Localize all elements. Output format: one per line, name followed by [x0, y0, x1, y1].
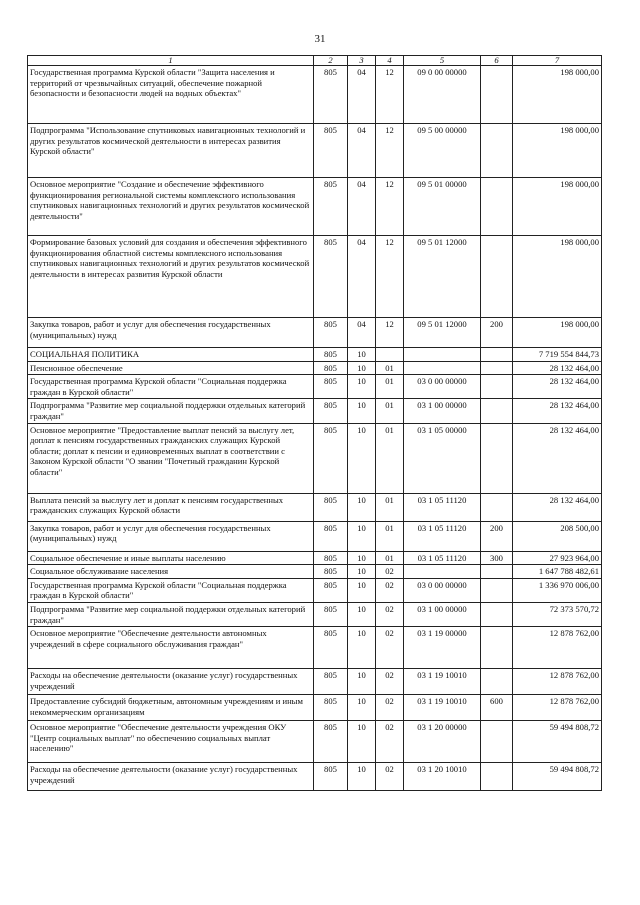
table-row: [28, 493, 602, 521]
row-section: 10: [348, 721, 376, 763]
row-name: Расходы на обеспечение деятельности (оказание услуг) государственных учреждений: [28, 669, 314, 695]
row-name: Расходы на обеспечение деятельности (оказание услуг) государственных учреждений: [28, 763, 314, 791]
row-subsection: 12: [376, 66, 404, 124]
row-section: 10: [348, 348, 376, 362]
table-row: [28, 66, 602, 124]
table-row: [28, 318, 602, 348]
table-row: [28, 578, 602, 602]
row-subsection: 12: [376, 318, 404, 348]
row-amount: 59 494 808,72: [513, 721, 602, 763]
row-section: 10: [348, 551, 376, 565]
row-name: Основное мероприятие "Создание и обеспечение эффективного функционирования региональной системы комплексного использования спутниковых навигационных технологий и других результатов космической деятельности": [28, 178, 314, 236]
row-section: 04: [348, 178, 376, 236]
row-admin-code: 805: [314, 521, 348, 551]
row-subsection: 12: [376, 178, 404, 236]
header-cell: 5: [404, 56, 481, 66]
row-subsection: 02: [376, 602, 404, 626]
row-admin-code: 805: [314, 669, 348, 695]
row-section: 10: [348, 763, 376, 791]
row-admin-code: 805: [314, 763, 348, 791]
row-expense-type: [481, 399, 513, 423]
row-admin-code: 805: [314, 602, 348, 626]
row-subsection: 12: [376, 124, 404, 178]
row-admin-code: 805: [314, 375, 348, 399]
row-admin-code: 805: [314, 565, 348, 579]
row-subsection: 02: [376, 627, 404, 669]
table-row: [28, 361, 602, 375]
row-target-article: 03 1 05 00000: [404, 423, 481, 493]
row-name: СОЦИАЛЬНАЯ ПОЛИТИКА: [28, 348, 314, 362]
row-section: 04: [348, 124, 376, 178]
row-expense-type: [481, 602, 513, 626]
row-admin-code: 805: [314, 361, 348, 375]
table-row: [28, 399, 602, 423]
row-subsection: 02: [376, 578, 404, 602]
table-row: [28, 521, 602, 551]
row-name: Основное мероприятие "Обеспечение деятельности автономных учреждений в сфере социального обслуживания граждан": [28, 627, 314, 669]
row-amount: 59 494 808,72: [513, 763, 602, 791]
row-name: Пенсионное обеспечение: [28, 361, 314, 375]
row-expense-type: [481, 627, 513, 669]
header-row: [28, 56, 602, 66]
row-admin-code: 805: [314, 695, 348, 721]
row-target-article: 09 5 01 00000: [404, 178, 481, 236]
row-subsection: 02: [376, 669, 404, 695]
row-section: 10: [348, 399, 376, 423]
row-expense-type: [481, 66, 513, 124]
row-target-article: 09 0 00 00000: [404, 66, 481, 124]
row-section: 04: [348, 236, 376, 318]
row-name: Закупка товаров, работ и услуг для обеспечения государственных (муниципальных) нужд: [28, 318, 314, 348]
row-target-article: 03 1 05 11120: [404, 493, 481, 521]
row-admin-code: 805: [314, 66, 348, 124]
row-target-article: 03 1 19 10010: [404, 669, 481, 695]
table-body: [28, 66, 602, 791]
row-section: 10: [348, 602, 376, 626]
row-target-article: 03 1 20 10010: [404, 763, 481, 791]
row-target-article: [404, 565, 481, 579]
row-section: 10: [348, 361, 376, 375]
row-subsection: 01: [376, 399, 404, 423]
row-section: 10: [348, 493, 376, 521]
row-subsection: 01: [376, 375, 404, 399]
page-number: 31: [314, 33, 326, 45]
row-amount: 12 878 762,00: [513, 627, 602, 669]
row-amount: 28 132 464,00: [513, 375, 602, 399]
row-subsection: 01: [376, 493, 404, 521]
row-admin-code: 805: [314, 721, 348, 763]
row-section: 10: [348, 627, 376, 669]
row-target-article: [404, 348, 481, 362]
row-section: 10: [348, 375, 376, 399]
row-subsection: 02: [376, 763, 404, 791]
row-amount: 198 000,00: [513, 236, 602, 318]
table-row: [28, 763, 602, 791]
row-name: Выплата пенсий за выслугу лет и доплат к пенсиям государственных гражданских служащих Курской области: [28, 493, 314, 521]
row-amount: 28 132 464,00: [513, 493, 602, 521]
row-admin-code: 805: [314, 236, 348, 318]
row-expense-type: [481, 375, 513, 399]
row-target-article: 03 1 20 00000: [404, 721, 481, 763]
row-name: Подпрограмма "Развитие мер социальной поддержки отдельных категорий граждан": [28, 399, 314, 423]
row-target-article: 03 0 00 00000: [404, 578, 481, 602]
row-expense-type: 200: [481, 318, 513, 348]
row-amount: 27 923 964,00: [513, 551, 602, 565]
row-admin-code: 805: [314, 493, 348, 521]
header-cell: 2: [314, 56, 348, 66]
row-section: 10: [348, 669, 376, 695]
row-target-article: 03 1 05 11120: [404, 551, 481, 565]
row-expense-type: [481, 763, 513, 791]
row-expense-type: [481, 565, 513, 579]
header-cell: 4: [376, 56, 404, 66]
row-section: 10: [348, 565, 376, 579]
row-subsection: 01: [376, 423, 404, 493]
row-subsection: 01: [376, 521, 404, 551]
row-name: Социальное обеспечение и иные выплаты населению: [28, 551, 314, 565]
row-name: Подпрограмма "Развитие мер социальной поддержки отдельных категорий граждан": [28, 602, 314, 626]
row-section: 10: [348, 695, 376, 721]
table-row: [28, 348, 602, 362]
row-name: Социальное обслуживание населения: [28, 565, 314, 579]
row-amount: 7 719 554 844,73: [513, 348, 602, 362]
row-amount: 198 000,00: [513, 66, 602, 124]
row-expense-type: [481, 361, 513, 375]
row-expense-type: [481, 423, 513, 493]
table-row: [28, 375, 602, 399]
row-admin-code: 805: [314, 178, 348, 236]
row-expense-type: [481, 124, 513, 178]
header-cell: 6: [481, 56, 513, 66]
header-cell: 3: [348, 56, 376, 66]
row-amount: 72 373 570,72: [513, 602, 602, 626]
row-admin-code: 805: [314, 348, 348, 362]
table-row: [28, 627, 602, 669]
table-row: [28, 721, 602, 763]
table-row: [28, 551, 602, 565]
row-expense-type: 600: [481, 695, 513, 721]
row-expense-type: [481, 721, 513, 763]
row-amount: 1 647 788 482,61: [513, 565, 602, 579]
row-amount: 28 132 464,00: [513, 361, 602, 375]
row-expense-type: [481, 236, 513, 318]
row-section: 10: [348, 521, 376, 551]
row-admin-code: 805: [314, 627, 348, 669]
row-admin-code: 805: [314, 124, 348, 178]
row-name: Государственная программа Курской области "Социальная поддержка граждан в Курской области": [28, 375, 314, 399]
row-admin-code: 805: [314, 423, 348, 493]
row-subsection: 01: [376, 551, 404, 565]
row-target-article: 03 0 00 00000: [404, 375, 481, 399]
row-section: 10: [348, 423, 376, 493]
row-expense-type: [481, 348, 513, 362]
row-target-article: 09 5 00 00000: [404, 124, 481, 178]
row-section: 04: [348, 66, 376, 124]
row-target-article: 03 1 05 11120: [404, 521, 481, 551]
row-expense-type: 200: [481, 521, 513, 551]
table-row: [28, 423, 602, 493]
table-row: [28, 695, 602, 721]
table-row: [28, 565, 602, 579]
row-admin-code: 805: [314, 551, 348, 565]
row-amount: 28 132 464,00: [513, 423, 602, 493]
row-target-article: 03 1 00 00000: [404, 602, 481, 626]
header-cell: 1: [28, 56, 314, 66]
row-name: Государственная программа Курской области "Социальная поддержка граждан в Курской области": [28, 578, 314, 602]
row-amount: 198 000,00: [513, 178, 602, 236]
row-amount: 208 500,00: [513, 521, 602, 551]
row-amount: 198 000,00: [513, 124, 602, 178]
row-name: Закупка товаров, работ и услуг для обеспечения государственных (муниципальных) нужд: [28, 521, 314, 551]
row-expense-type: [481, 669, 513, 695]
row-name: Подпрограмма "Использование спутниковых навигационных технологий и других результатов космической деятельности в интересах развития Курской области": [28, 124, 314, 178]
row-target-article: 03 1 19 00000: [404, 627, 481, 669]
row-admin-code: 805: [314, 399, 348, 423]
row-section: 04: [348, 318, 376, 348]
row-section: 10: [348, 578, 376, 602]
row-admin-code: 805: [314, 578, 348, 602]
row-subsection: 02: [376, 695, 404, 721]
row-amount: 28 132 464,00: [513, 399, 602, 423]
row-name: Предоставление субсидий бюджетным, автономным учреждениям и иным некоммерческим организациям: [28, 695, 314, 721]
row-admin-code: 805: [314, 318, 348, 348]
header-cell: 7: [513, 56, 602, 66]
row-amount: 12 878 762,00: [513, 669, 602, 695]
row-amount: 1 336 970 006,00: [513, 578, 602, 602]
row-target-article: 03 1 19 10010: [404, 695, 481, 721]
row-name: Основное мероприятие "Предоставление выплат пенсий за выслугу лет, доплат к пенсиям государственных гражданских служащих Курской области; доплат к пенсии и единовременных выплат в соответствии с Законом Курской области "О звании "Почетный гражданин Курской области": [28, 423, 314, 493]
row-target-article: 03 1 00 00000: [404, 399, 481, 423]
budget-table: [27, 55, 602, 791]
row-subsection: 02: [376, 721, 404, 763]
row-expense-type: [481, 493, 513, 521]
row-expense-type: [481, 578, 513, 602]
table-row: [28, 669, 602, 695]
row-target-article: 09 5 01 12000: [404, 236, 481, 318]
row-amount: 198 000,00: [513, 318, 602, 348]
row-name: Основное мероприятие "Обеспечение деятельности учреждения ОКУ "Центр социальных выплат" по обеспечению социальных выплат населению": [28, 721, 314, 763]
row-name: Государственная программа Курской области "Защита населения и территорий от чрезвычайных ситуаций, обеспечение пожарной безопасности и безопасности людей на водных объектах": [28, 66, 314, 124]
row-target-article: [404, 361, 481, 375]
row-expense-type: [481, 178, 513, 236]
table-row: [28, 178, 602, 236]
table-row: [28, 602, 602, 626]
table-row: [28, 124, 602, 178]
row-subsection: 02: [376, 565, 404, 579]
row-name: Формирование базовых условий для создания и обеспечения эффективного функционирования областной системы комплексного использования спутниковых навигационных технологий и других результатов космической деятельности в интересах развития Курской области: [28, 236, 314, 318]
row-amount: 12 878 762,00: [513, 695, 602, 721]
row-target-article: 09 5 01 12000: [404, 318, 481, 348]
row-subsection: 01: [376, 361, 404, 375]
table-row: [28, 236, 602, 318]
row-subsection: [376, 348, 404, 362]
row-expense-type: 300: [481, 551, 513, 565]
row-subsection: 12: [376, 236, 404, 318]
